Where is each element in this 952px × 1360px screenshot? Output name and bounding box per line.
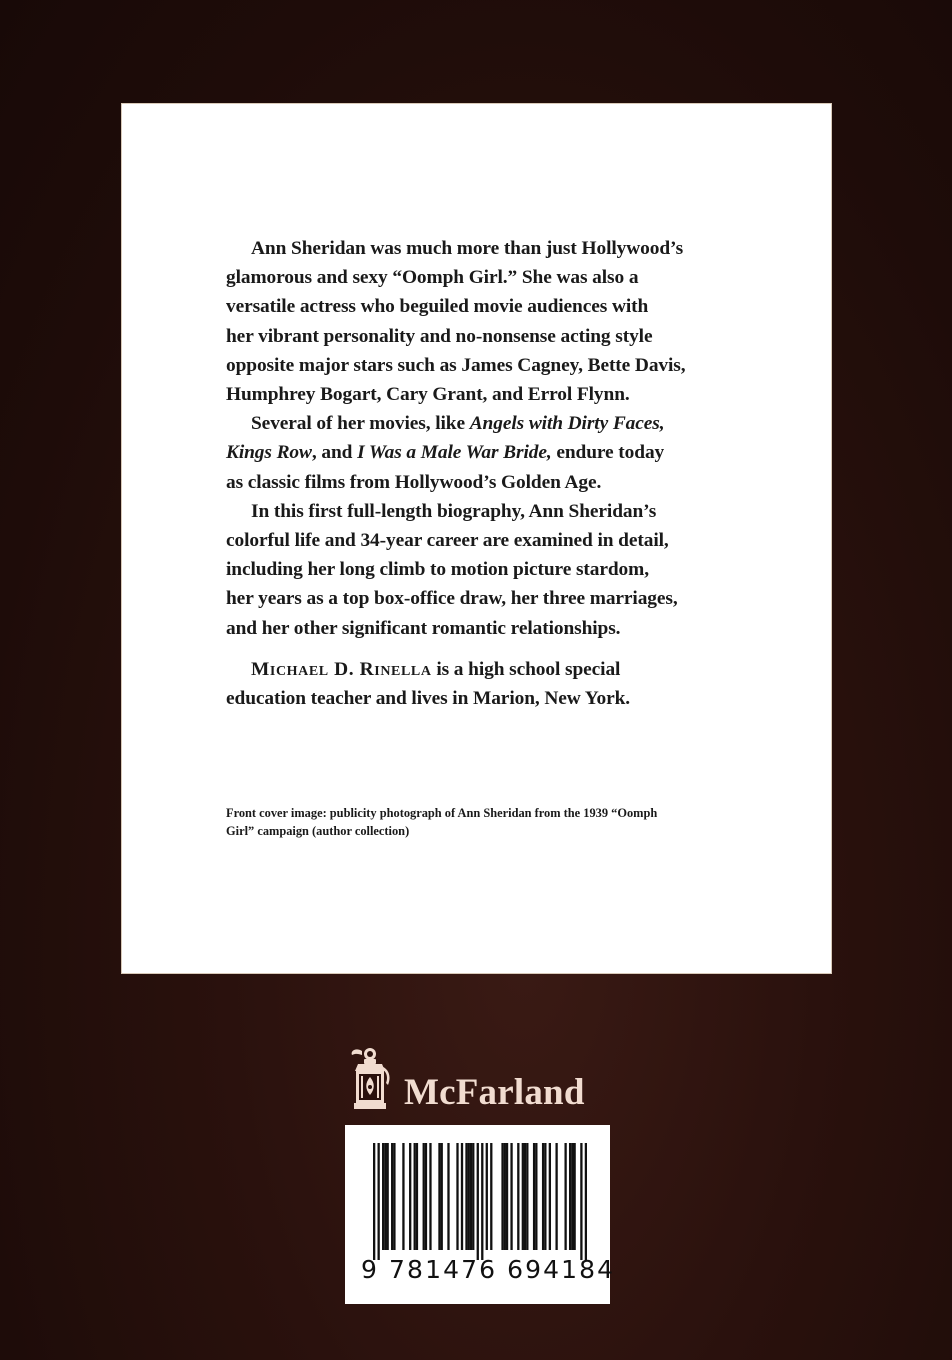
barcode-bar bbox=[490, 1143, 492, 1250]
barcode-bars bbox=[373, 1143, 587, 1260]
author-bio bbox=[226, 655, 736, 713]
blurb-line bbox=[226, 655, 736, 684]
isbn-number: 9 781476 694184 bbox=[361, 1255, 616, 1284]
blurb-text: Several of her movies, like bbox=[251, 413, 470, 435]
blurb-line: her years as a top box-office draw, her three marriages, bbox=[226, 588, 678, 610]
blurb-line: her vibrant personality and no-nonsense acting style bbox=[226, 325, 653, 347]
barcode-bar bbox=[393, 1143, 395, 1250]
blurb-line: including her long climb to motion picture stardom, bbox=[226, 559, 649, 581]
blurb-line: and her other significant romantic relationships. bbox=[226, 617, 621, 639]
blurb bbox=[226, 234, 736, 713]
barcode-bar bbox=[456, 1143, 458, 1250]
cover-image-credit bbox=[226, 804, 746, 840]
blurb-line: Humphrey Bogart, Cary Grant, and Errol Flynn. bbox=[226, 384, 630, 406]
blurb-line: as classic films from Hollywood’s Golden Age. bbox=[226, 471, 602, 493]
credit-line: Girl” campaign (author collection) bbox=[226, 824, 410, 838]
film-title: I Was a Male War Bride, bbox=[357, 442, 552, 464]
barcode-bar bbox=[423, 1143, 425, 1250]
blurb-line: education teacher and lives in Marion, New York. bbox=[226, 688, 631, 710]
barcode-bar bbox=[585, 1143, 587, 1260]
barcode-bar bbox=[387, 1143, 389, 1250]
barcode-bar bbox=[447, 1143, 449, 1250]
barcode-bar bbox=[486, 1143, 488, 1250]
blurb-line: versatile actress who beguiled movie audiences with bbox=[226, 296, 649, 318]
blurb-line: colorful life and 34-year career are examined in detail, bbox=[226, 530, 669, 552]
barcode-bar bbox=[564, 1143, 566, 1250]
blurb-text: , and bbox=[311, 442, 358, 464]
barcode-bar bbox=[461, 1143, 463, 1250]
blurb-line: In this first full-length biography, Ann Sheridan’s bbox=[251, 500, 657, 522]
barcode-bar bbox=[468, 1143, 470, 1250]
credit-line: Front cover image: publicity photograph of Ann Sheridan from the 1939 “Oomph bbox=[226, 806, 658, 820]
barcode-bar bbox=[477, 1143, 479, 1260]
blurb-line: Ann Sheridan was much more than just Hollywood’s bbox=[251, 238, 684, 259]
film-title: Kings Row bbox=[226, 442, 312, 464]
barcode-bar bbox=[384, 1143, 386, 1250]
barcode-bar bbox=[391, 1143, 393, 1250]
barcode-bar bbox=[472, 1143, 474, 1250]
blurb-text: endure today bbox=[551, 442, 665, 464]
author-bio-text: is a high school special bbox=[431, 658, 621, 680]
publisher-logo bbox=[348, 1045, 608, 1121]
barcode-bar bbox=[441, 1143, 443, 1250]
publisher-name: McFarland bbox=[404, 1072, 585, 1113]
barcode-bar bbox=[549, 1143, 551, 1250]
barcode-bar bbox=[573, 1143, 575, 1250]
barcode-bar bbox=[373, 1143, 375, 1260]
barcode-bar bbox=[414, 1143, 416, 1250]
barcode-bar bbox=[542, 1143, 544, 1250]
author-name: Michael D. Rinella bbox=[251, 658, 432, 680]
blurb-paragraph-3 bbox=[226, 497, 736, 643]
barcode-bar bbox=[580, 1143, 582, 1260]
barcode-bar bbox=[504, 1143, 506, 1250]
barcode-bar bbox=[470, 1143, 472, 1250]
barcode-bar bbox=[535, 1143, 537, 1250]
barcode-bar bbox=[501, 1143, 503, 1250]
barcode-bar bbox=[517, 1143, 519, 1250]
barcode-bar bbox=[402, 1143, 404, 1250]
barcode-bar bbox=[510, 1143, 512, 1250]
blurb-line: opposite major stars such as James Cagney, Bette Davis, bbox=[226, 354, 686, 376]
blurb-line bbox=[226, 438, 736, 467]
barcode-bar bbox=[409, 1143, 411, 1250]
barcode-bar bbox=[416, 1143, 418, 1250]
blurb-paragraph-1 bbox=[226, 234, 736, 409]
back-cover-panel bbox=[121, 103, 832, 974]
barcode-bar bbox=[522, 1143, 524, 1250]
blurb-line bbox=[226, 409, 736, 438]
barcode-bar bbox=[429, 1143, 431, 1250]
barcode-bar bbox=[555, 1143, 557, 1250]
film-title: Angels with Dirty Faces, bbox=[469, 413, 665, 435]
barcode-bar bbox=[571, 1143, 573, 1250]
barcode bbox=[345, 1125, 616, 1304]
barcode-bar bbox=[524, 1143, 526, 1250]
barcode-bar bbox=[481, 1143, 483, 1260]
barcode-bar bbox=[569, 1143, 571, 1250]
barcode-bar bbox=[382, 1143, 384, 1250]
barcode-bar bbox=[544, 1143, 546, 1250]
blurb-line: glamorous and sexy “Oomph Girl.” She was also a bbox=[226, 267, 639, 289]
barcode-bar bbox=[526, 1143, 528, 1250]
barcode-bar bbox=[425, 1143, 427, 1250]
barcode-bar bbox=[506, 1143, 508, 1250]
barcode-bar bbox=[438, 1143, 440, 1250]
barcode-bar bbox=[378, 1143, 380, 1260]
barcode-bar bbox=[533, 1143, 535, 1250]
barcode-bar bbox=[465, 1143, 467, 1250]
blurb-paragraph-2 bbox=[226, 409, 736, 497]
lantern-icon bbox=[348, 1045, 396, 1121]
